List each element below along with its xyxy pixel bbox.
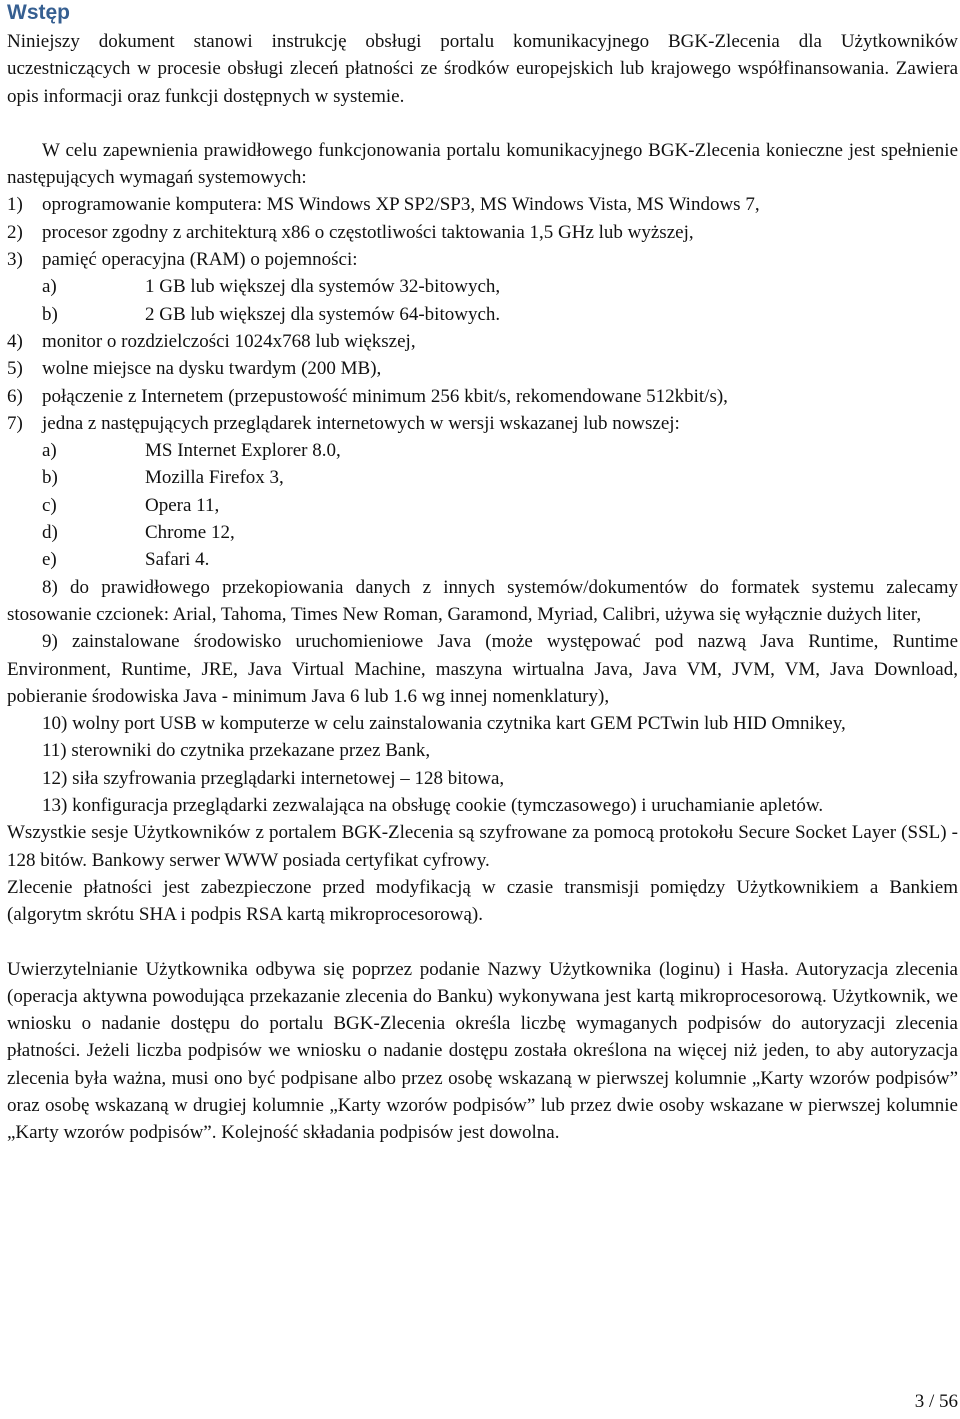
list-letter: c) (42, 494, 57, 516)
list-text: wolny port USB w komputerze w celu zainstalowania czytnika kart GEM PCTwin lub HID Omnikey, (72, 713, 846, 735)
list-item (7, 246, 958, 273)
list-item-wrapped (7, 710, 958, 737)
list-item-wrapped (7, 574, 958, 629)
list-letter: a) (42, 440, 57, 462)
list-item-wrapped (7, 737, 958, 764)
list-text: sterowniki do czytnika przekazane przez Bank, (71, 740, 431, 762)
list-text: do prawidłowego przekopiowania danych z innych systemów/dokumentów do formatek systemu zalecamy stosowanie czcionek: Arial, Tahoma, Times New Roman, Garamond, Myriad, Calibri, używa się wyłącznie dużych liter, (7, 576, 958, 625)
list-number: 11) (42, 740, 67, 762)
list-item (7, 355, 958, 382)
spacer (7, 929, 958, 956)
list-number: 5) (7, 358, 23, 380)
list-text: jedna z następujących przeglądarek internetowych w wersji wskazanej lub nowszej: (42, 412, 680, 434)
list-letter: d) (42, 522, 58, 544)
list-text: Chrome 12, (145, 522, 235, 544)
list-item-wrapped (7, 792, 958, 819)
list-number: 4) (7, 330, 23, 352)
list-text: 2 GB lub większej dla systemów 64-bitowych. (145, 303, 501, 325)
sub-list-item (7, 273, 958, 300)
list-text: zainstalowane środowisko uruchomieniowe Java (może występować pod nazwą Java Runtime, Runtime Environment, Runtime, JRE, Java Virtual Machine, maszyna wirtualna Java, Java VM, JVM, VM, Java Download, pobieranie środowiska Java - minimum Java 6 lub 1.6 wg innej nomenklatury), (7, 631, 958, 707)
list-letter: a) (42, 276, 57, 298)
list-letter: e) (42, 549, 57, 571)
sub-list-item (7, 546, 958, 573)
list-number: 3) (7, 249, 23, 271)
list-number: 8) (42, 576, 58, 598)
list-text: połączenie z Internetem (przepustowość minimum 256 kbit/s, rekomendowane 512kbit/s), (42, 385, 728, 407)
list-number: 2) (7, 221, 23, 243)
list-item (7, 191, 958, 218)
sub-list-item (7, 519, 958, 546)
list-text: 1 GB lub większej dla systemów 32-bitowych, (145, 276, 501, 298)
section-heading: Wstęp (7, 1, 70, 24)
list-item-wrapped (7, 628, 958, 710)
page-number: 3 / 56 (914, 1391, 958, 1412)
list-number: 6) (7, 385, 23, 407)
security-paragraph-ssl: Wszystkie sesje Użytkowników z portalem BGK-Zlecenia są szyfrowane za pomocą protokołu Secure Socket Layer (SSL) - 128 bitów. Bankowy serwer WWW posiada certyfikat cyfrowy. (7, 822, 958, 871)
sub-list-item (7, 492, 958, 519)
list-text: siła szyfrowania przeglądarki internetowej – 128 bitowa, (72, 767, 505, 789)
list-letter: b) (42, 303, 58, 325)
sub-list-item (7, 464, 958, 491)
list-item (7, 383, 958, 410)
list-number: 7) (7, 412, 23, 434)
list-number: 9) (42, 631, 58, 653)
list-number: 13) (42, 795, 68, 817)
list-item-wrapped (7, 765, 958, 792)
list-text: konfiguracja przeglądarki zezwalająca na obsługę cookie (tymczasowego) i uruchamianie apletów. (72, 795, 824, 817)
sub-list-item (7, 437, 958, 464)
list-number: 1) (7, 194, 23, 216)
list-text: wolne miejsce na dysku twardym (200 MB), (42, 358, 382, 380)
sub-list-item (7, 301, 958, 328)
list-letter: b) (42, 467, 58, 489)
list-number: 12) (42, 767, 68, 789)
list-item (7, 328, 958, 355)
list-text: pamięć operacyjna (RAM) o pojemności: (42, 249, 358, 271)
authentication-paragraph: Uwierzytelnianie Użytkownika odbywa się poprzez podanie Nazwy Użytkownika (loginu) i Hasła. Autoryzacja zlecenia (operacja aktywna powodująca przekazanie zlecenia do Banku) wykonywana jest kartą mikroprocesorową. Użytkownik, we wniosku o nadanie dostępu do portalu BGK-Zlecenia określa liczbę wymaganych podpisów do autoryzacji zlecenia płatności. Jeżeli liczba podpisów we wniosku o nadanie dostępu została określona na więcej niż jeden, to aby autoryzacja zlecenia była ważna, musi ono być podpisane albo przez osobę wskazaną w pierwszej kolumnie „Karty wzorów podpisów” oraz osobę wskazaną w drugiej kolumnie „Karty wzorów podpisów” lub przez dwie osoby wskazane w pierwszej kolumnie „Karty wzorów podpisów”. Kolejność składania podpisów jest dowolna. (7, 958, 958, 1144)
intro-paragraph: Niniejszy dokument stanowi instrukcję obsługi portalu komunikacyjnego BGK-Zlecenia dla Użytkowników uczestniczących w procesie obsługi zleceń płatności ze środków europejskich lub krajowego współfinansowania. Zawiera opis informacji oraz funkcji dostępnych w systemie. (7, 31, 958, 107)
list-number: 10) (42, 713, 68, 735)
security-paragraph-signature: Zlecenie płatności jest zabezpieczone przed modyfikacją w czasie transmisji pomiędzy Użytkownikiem a Bankiem (algorytm skrótu SHA i podpis RSA kartą mikroprocesorową). (7, 876, 958, 926)
list-text: Opera 11, (145, 494, 220, 516)
list-text: procesor zgodny z architekturą x86 o częstotliwości taktowania 1,5 GHz lub wyższej, (42, 221, 694, 243)
list-text: Safari 4. (145, 549, 210, 571)
list-item (7, 410, 958, 437)
list-text: MS Internet Explorer 8.0, (145, 440, 341, 462)
list-text: monitor o rozdzielczości 1024x768 lub większej, (42, 330, 416, 352)
requirements-intro: W celu zapewnienia prawidłowego funkcjonowania portalu komunikacyjnego BGK-Zlecenia konieczne jest spełnienie następujących wymagań systemowych: (7, 139, 958, 189)
list-item (7, 219, 958, 246)
list-text: Mozilla Firefox 3, (145, 467, 284, 489)
document-page (7, 0, 958, 1147)
list-text: oprogramowanie komputera: MS Windows XP SP2/SP3, MS Windows Vista, MS Windows 7, (42, 194, 760, 216)
